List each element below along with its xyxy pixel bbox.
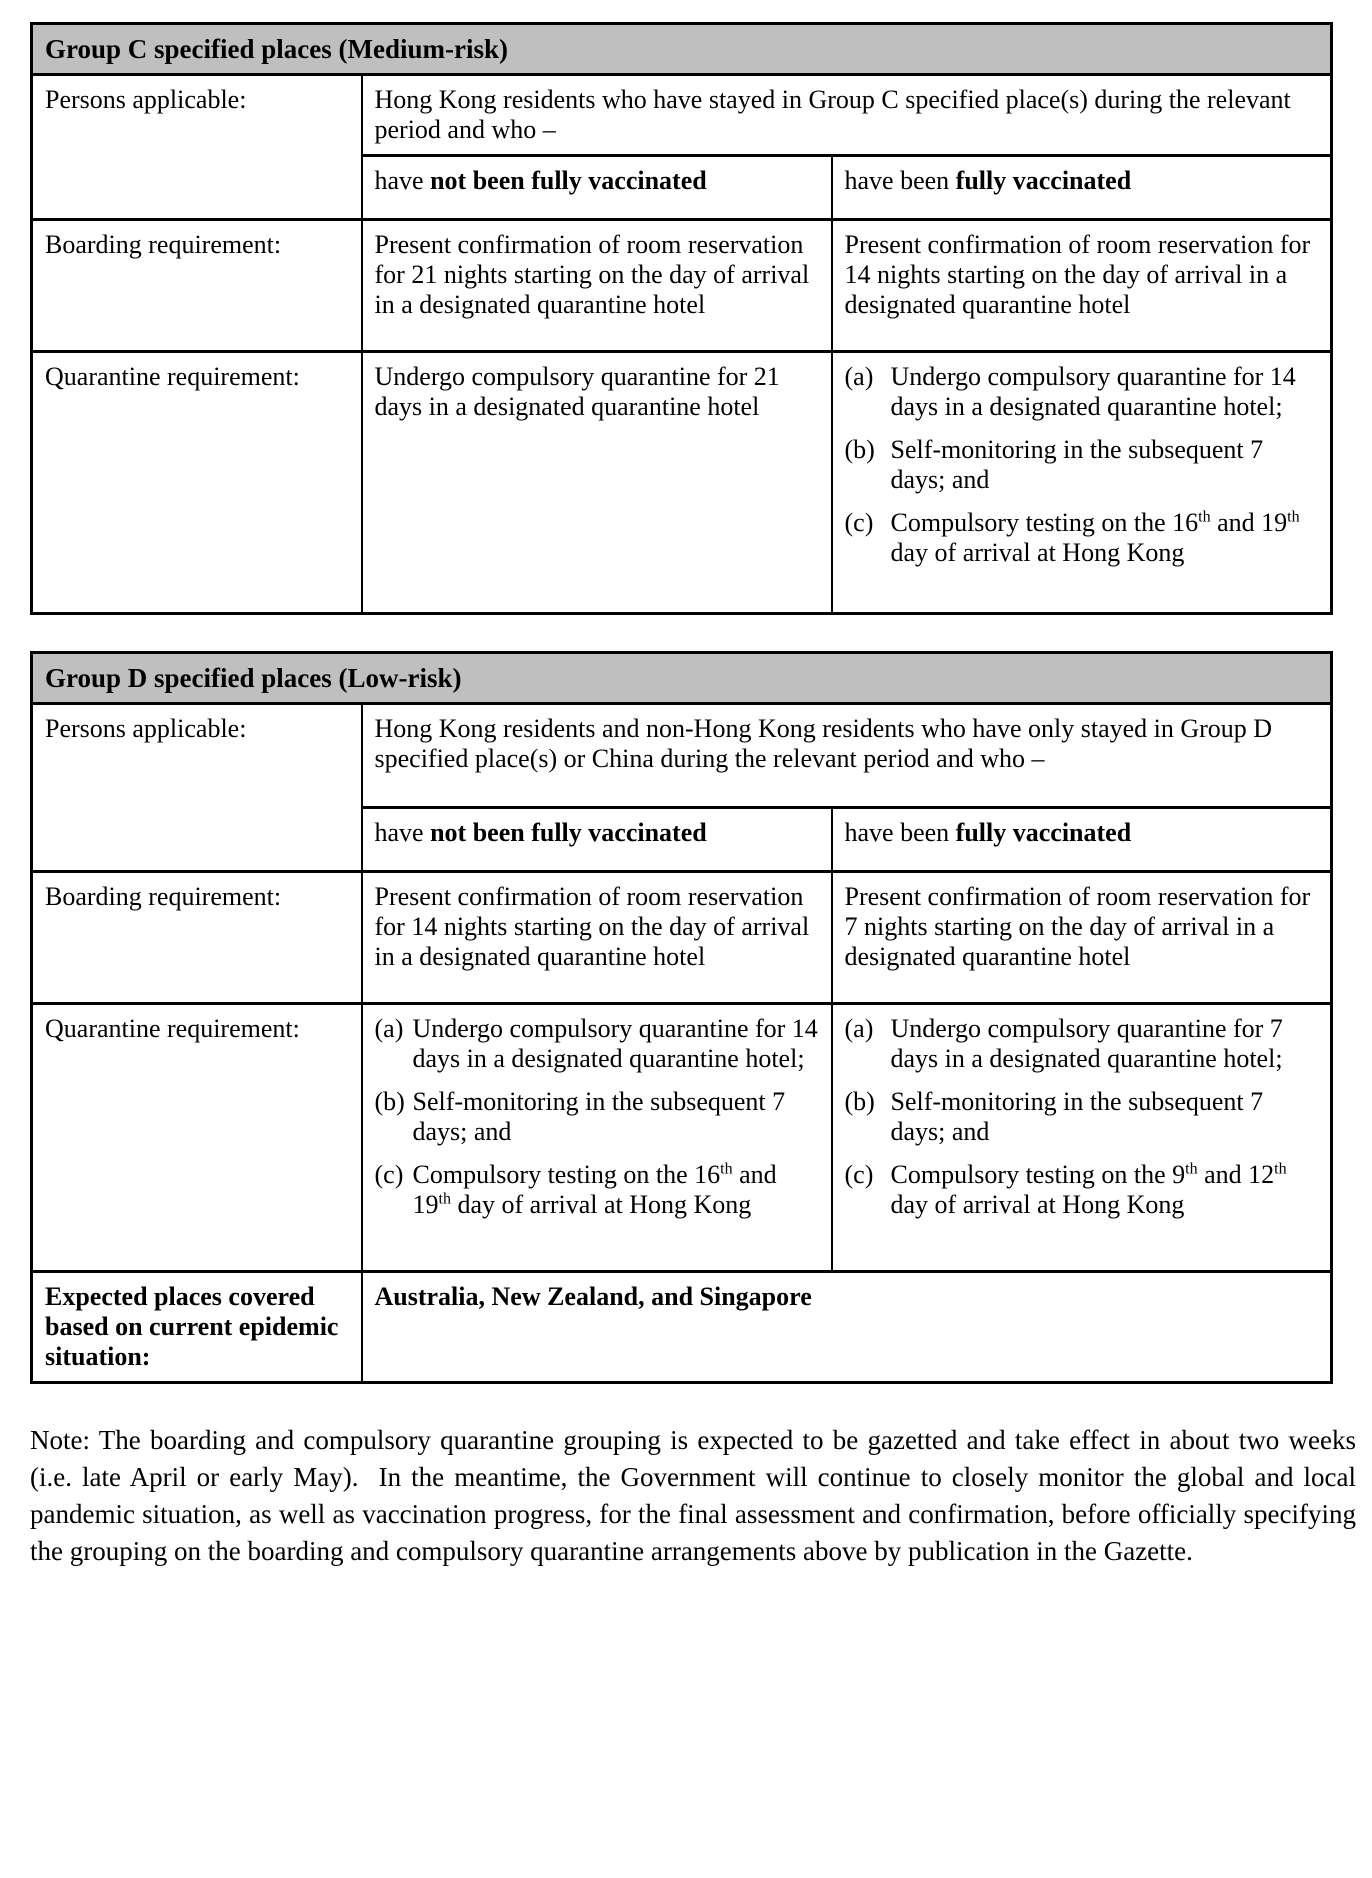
vaccinated-column-header: have been fully vaccinated <box>832 156 1332 220</box>
boarding-requirement-label: Boarding requirement: <box>32 220 362 352</box>
group-c-title: Group C specified places (Medium-risk) <box>32 24 1332 75</box>
list-item-marker: (c) <box>844 508 874 537</box>
list-item <box>845 1014 1319 1074</box>
group-c-quarantine-row <box>32 352 1332 614</box>
list-item <box>845 1087 1319 1147</box>
group-c-header-row <box>32 24 1332 75</box>
table-gap <box>30 615 1372 651</box>
group-c-boarding-row <box>32 220 1332 352</box>
vaccinated-column-header: have been fully vaccinated <box>832 808 1332 872</box>
list-item-text: Compulsory testing on the 16th and 19th day of arrival at Hong Kong <box>412 1160 777 1219</box>
boarding-vaccinated-text: Present confirmation of room reservation for 7 nights starting on the day of arrival in a designated quarantine hotel <box>832 872 1332 1004</box>
boarding-vaccinated-text: Present confirmation of room reservation for 14 nights starting on the day of arrival in a designated quarantine hotel <box>832 220 1332 352</box>
list-item-text: Self-monitoring in the subsequent 7 days; and <box>412 1087 786 1146</box>
list-item-text: Undergo compulsory quarantine for 14 days in a designated quarantine hotel; <box>412 1014 818 1073</box>
group-d-expected-places-row <box>32 1272 1332 1383</box>
group-d-quarantine-row <box>32 1004 1332 1272</box>
group-c-persons-row <box>32 75 1332 156</box>
list-item-marker: (b) <box>844 435 875 464</box>
list-item-text: Compulsory testing on the 16th and 19th day of arrival at Hong Kong <box>890 508 1300 567</box>
list-item-text: Self-monitoring in the subsequent 7 days; and <box>890 1087 1264 1146</box>
superscript-ordinal: th <box>1287 508 1300 526</box>
not-vaccinated-column-header: have not been fully vaccinated <box>362 156 832 220</box>
group-d-title: Group D specified places (Low-risk) <box>32 653 1332 704</box>
list-item-marker: (a) <box>844 362 874 391</box>
list-item <box>375 1014 819 1074</box>
boarding-not-vaccinated-text: Present confirmation of room reservation for 21 nights starting on the day of arrival in a designated quarantine hotel <box>362 220 832 352</box>
superscript-ordinal: th <box>1274 1160 1287 1178</box>
list-item <box>845 362 1319 422</box>
boarding-not-vaccinated-text: Present confirmation of room reservation for 14 nights starting on the day of arrival in a designated quarantine hotel <box>362 872 832 1004</box>
quarantine-vaccinated-list <box>832 352 1332 614</box>
persons-applicable-text: Hong Kong residents who have stayed in Group C specified place(s) during the relevant period and who – <box>362 75 1332 156</box>
list-item-marker: (b) <box>374 1087 405 1116</box>
persons-applicable-label: Persons applicable: <box>32 704 362 872</box>
persons-applicable-text: Hong Kong residents and non-Hong Kong residents who have only stayed in Group D specified place(s) or China during the relevant period and who – <box>362 704 1332 808</box>
list-item-text: Compulsory testing on the 9th and 12th day of arrival at Hong Kong <box>890 1160 1287 1219</box>
quarantine-vaccinated-list <box>832 1004 1332 1272</box>
expected-places-label: Expected places covered based on current epidemic situation: <box>32 1272 362 1383</box>
list-item-text: Self-monitoring in the subsequent 7 days; and <box>890 435 1264 494</box>
list-item <box>845 435 1319 495</box>
list-item-marker: (a) <box>844 1014 874 1043</box>
quarantine-requirement-label: Quarantine requirement: <box>32 352 362 614</box>
quarantine-requirement-label: Quarantine requirement: <box>32 1004 362 1272</box>
list-item <box>845 1160 1319 1220</box>
list-item <box>375 1160 819 1220</box>
list-item <box>845 508 1319 568</box>
superscript-ordinal: th <box>438 1190 451 1208</box>
superscript-ordinal: th <box>1198 508 1211 526</box>
list-item-text: Undergo compulsory quarantine for 14 days in a designated quarantine hotel; <box>890 362 1296 421</box>
not-vaccinated-column-header: have not been fully vaccinated <box>362 808 832 872</box>
group-d-header-row <box>32 653 1332 704</box>
expected-places-value: Australia, New Zealand, and Singapore <box>362 1272 1332 1383</box>
list-item-text: Undergo compulsory quarantine for 7 days in a designated quarantine hotel; <box>890 1014 1283 1073</box>
list-item-marker: (a) <box>374 1014 404 1043</box>
list-item-marker: (c) <box>374 1160 404 1189</box>
quarantine-not-vaccinated-text: Undergo compulsory quarantine for 21 days in a designated quarantine hotel <box>362 352 832 614</box>
persons-applicable-label: Persons applicable: <box>32 75 362 220</box>
group-d-boarding-row <box>32 872 1332 1004</box>
quarantine-not-vaccinated-list <box>362 1004 832 1272</box>
group-c-table <box>30 22 1333 615</box>
superscript-ordinal: th <box>720 1160 733 1178</box>
group-d-persons-row <box>32 704 1332 808</box>
note-paragraph: Note: The boarding and compulsory quarantine grouping is expected to be gazetted and take effect in about two weeks (i.e. late April or early May). In the meantime, the Government will continue to closely monitor the global and local pandemic situation, as well as vaccination progress, for the final assessment and confirmation, before officially specifying the grouping on the boarding and compulsory quarantine arrangements above by publication in the Gazette. <box>30 1425 1356 1566</box>
list-item-marker: (c) <box>844 1160 874 1189</box>
list-item <box>375 1087 819 1147</box>
boarding-requirement-label: Boarding requirement: <box>32 872 362 1004</box>
list-item-marker: (b) <box>844 1087 875 1116</box>
superscript-ordinal: th <box>1185 1160 1198 1178</box>
group-d-table <box>30 651 1333 1384</box>
